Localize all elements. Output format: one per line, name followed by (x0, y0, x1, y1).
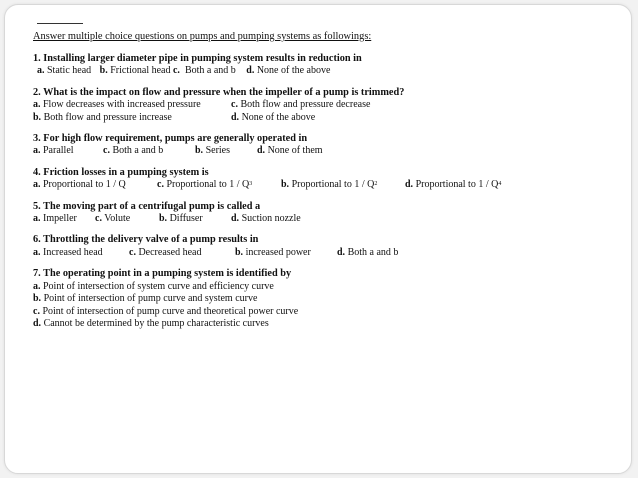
option-a: a. Point of intersection of system curve and efficiency curve (33, 280, 274, 292)
option-b: b. Diffuser (159, 213, 203, 225)
option-c: c. Both flow and pressure decrease (231, 99, 371, 111)
option-c: c. Point of intersection of pump curve and theoretical power curve (33, 305, 299, 317)
option-c: c. Decreased head (129, 246, 202, 258)
slide (4, 4, 632, 474)
question-text: 1. Installing larger diameter pipe in pumping system results in reduction in (33, 53, 362, 64)
instructions-heading: Answer multiple choice questions on pumps and pumping systems as followings: (33, 31, 372, 42)
question-text: 4. Friction losses in a pumping system is (33, 166, 209, 178)
options (33, 213, 613, 225)
question-4 (33, 167, 613, 192)
option-a: a. Static head (37, 65, 92, 77)
option-c: c. Both a and b (172, 65, 236, 77)
option-d: d. Cannot be determined by the pump characteristic curves (33, 317, 269, 329)
option-b: b. Frictional head (99, 65, 171, 77)
options (33, 281, 613, 331)
question-text: 3. For high flow requirement, pumps are generally operated in (33, 133, 308, 145)
option-a: a. Increased head (33, 246, 103, 258)
option-d: d. Suction nozzle (231, 213, 301, 225)
options (33, 145, 613, 157)
option-a: a. Parallel (33, 145, 74, 157)
option-a: a. Impeller (33, 213, 77, 225)
document-body (33, 23, 613, 330)
question-7 (33, 268, 613, 330)
option-d: d. Both a and b (337, 246, 399, 258)
top-rule (37, 23, 83, 24)
question-3 (33, 133, 613, 158)
question-6 (33, 234, 613, 259)
option-c: c. Volute (95, 213, 131, 225)
option-b: b. increased power (235, 246, 311, 258)
question-1 (33, 53, 613, 78)
option-d: d. None of the above (231, 111, 316, 123)
question-2 (33, 87, 613, 124)
question-5 (33, 201, 613, 226)
option-a: a. Proportional to 1 / Q (33, 179, 126, 191)
options (33, 65, 613, 77)
options (33, 247, 613, 259)
question-text: 5. The moving part of a centrifugal pump is called a (33, 200, 261, 212)
options (33, 99, 613, 124)
option-c: c. Both a and b (103, 145, 164, 157)
option-d: d. Proportional to $1 / Q^4$ (405, 179, 502, 191)
option-b: b. Point of intersection of pump curve and system curve (33, 293, 258, 305)
option-d: d. None of the above (246, 65, 331, 77)
question-text: 7. The operating point in a pumping system is identified by (33, 268, 292, 280)
question-text: 2. What is the impact on flow and pressure when the impeller of a pump is trimmed? (33, 86, 405, 98)
option-b: b. Proportional to $1 / Q^2$ (281, 179, 378, 191)
option-b: b. Both flow and pressure increase (33, 111, 172, 123)
question-text: 6. Throttling the delivery valve of a pump results in (33, 234, 259, 246)
options (33, 179, 613, 191)
option-c: c. Proportional to $1 / Q^3$ (157, 179, 253, 191)
option-a: a. Flow decreases with increased pressure (33, 99, 201, 111)
option-b: b. Series (195, 145, 231, 157)
option-d: d. None of them (257, 145, 323, 157)
